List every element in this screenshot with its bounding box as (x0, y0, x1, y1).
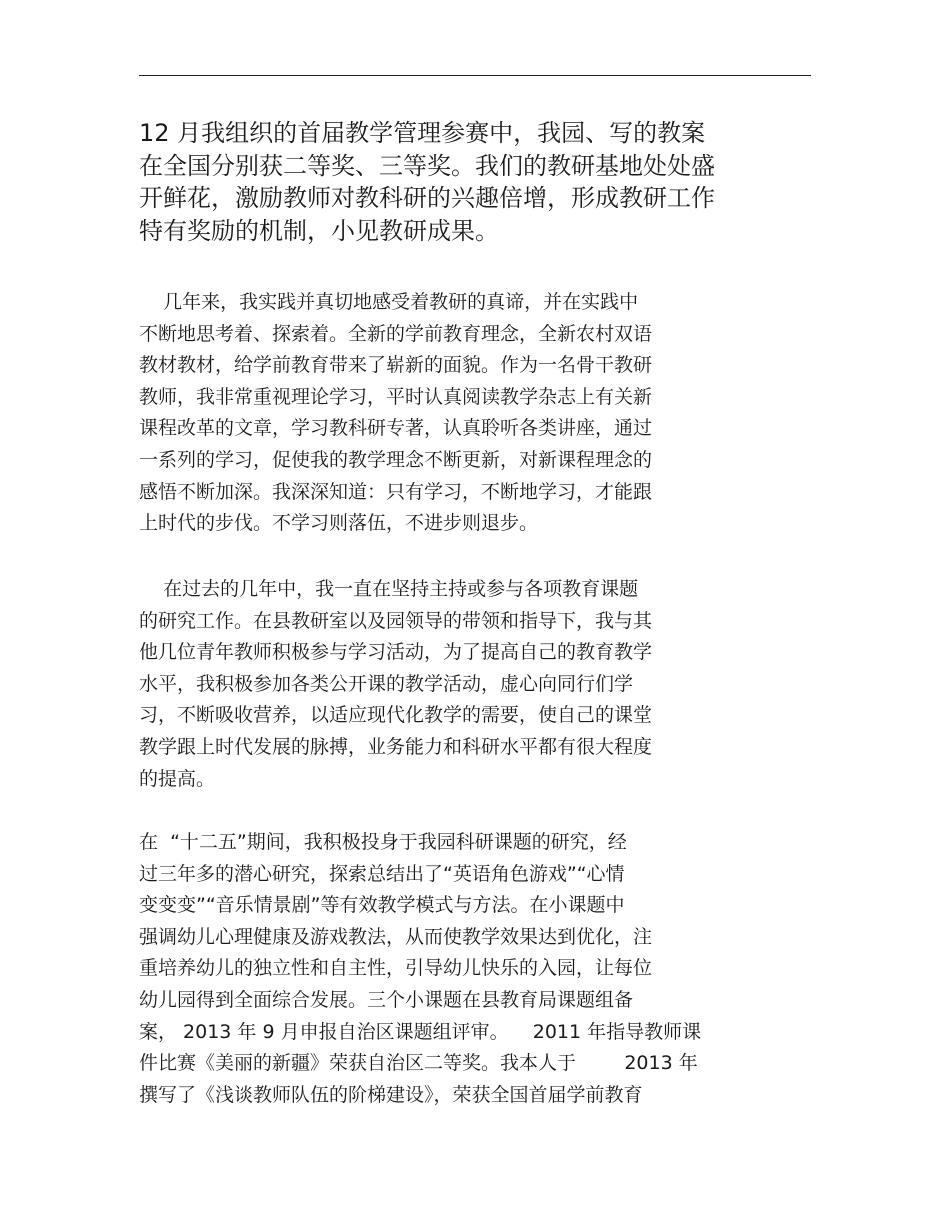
text-line: 变变变”“音乐情景剧”等有效教学模式与方法。在小课题中 (139, 894, 625, 917)
text-line: 重培养幼儿的独立性和自主性，引导幼儿快乐的入园，让每位 (139, 957, 653, 980)
text-line: 强调幼儿心理健康及游戏教法，从而使教学效果达到优化，注 (139, 925, 653, 948)
text-line: 在全国分别获二等奖、三等奖。我们的教研基地处处盛 (139, 151, 715, 180)
paragraph-learning (139, 287, 652, 540)
text-line: 件比赛《美丽的新疆》荣获自治区二等奖。我本人于 2013 年 (139, 1052, 698, 1075)
text-line: 的研究工作。在县教研室以及园领导的带领和指导下，我与其 (139, 609, 653, 632)
paragraph-projects (139, 827, 701, 1111)
text-line: 特有奖励的机制，小见教研成果。 (139, 216, 499, 245)
text-line: 过三年多的潜心研究，探索总结出了“英语角色游戏”“心情 (139, 862, 625, 885)
text-line: 上时代的步伐。不学习则落伍，不进步则退步。 (139, 512, 539, 535)
text-line: 感悟不断加深。我深深知道：只有学习，不断地学习，才能跟 (139, 480, 653, 503)
text-line: 教材教材，给学前教育带来了崭新的面貌。作为一名骨干教研 (139, 354, 653, 377)
text-line: 教学跟上时代发展的脉搏，业务能力和科研水平都有很大程度 (139, 735, 653, 758)
text-line: 的提高。 (139, 767, 216, 790)
text-line: 几年来，我实践并真切地感受着教研的真谛，并在实践中 (139, 291, 639, 313)
text-line: 不断地思考着、探索着。全新的学前教育理念，全新农村双语 (139, 322, 653, 345)
text-line: 他几位青年教师积极参与学习活动，为了提高自己的教育教学 (139, 641, 653, 664)
text-line: 在 “十二五”期间，我积极投身于我园科研课题的研究，经 (139, 831, 627, 853)
text-line: 在过去的几年中，我一直在坚持主持或参与各项教育课题 (139, 578, 639, 600)
paragraph-research (139, 574, 652, 795)
text-line: 12 月我组织的首届教学管理参赛中，我园、写的教案 (139, 119, 706, 147)
text-line: 水平，我积极参加各类公开课的教学活动，虚心向同行们学 (139, 672, 634, 695)
text-line: 案， 2013 年 9 月申报自治区课题组评审。 2011 年指导教师课 (139, 1020, 702, 1043)
paragraph-awards (139, 117, 715, 247)
text-line: 撰写了《浅谈教师队伍的阶梯建设》，荣获全国首届学前教育 (139, 1083, 643, 1106)
text-line: 教师，我非常重视理论学习，平时认真阅读教学杂志上有关新 (139, 385, 653, 408)
text-line: 一系列的学习，促使我的教学理念不断更新，对新课程理念的 (139, 448, 653, 471)
text-line: 幼儿园得到全面综合发展。三个小课题在县教育局课题组备 (139, 988, 634, 1011)
text-line: 课程改革的文章，学习教科研专著，认真聆听各类讲座，通过 (139, 417, 653, 440)
header-rule (139, 75, 811, 76)
text-line: 开鲜花，激励教师对教科研的兴趣倍增，形成教研工作 (139, 184, 715, 212)
text-line: 习，不断吸收营养，以适应现代化教学的需要，使自己的课堂 (139, 704, 653, 727)
